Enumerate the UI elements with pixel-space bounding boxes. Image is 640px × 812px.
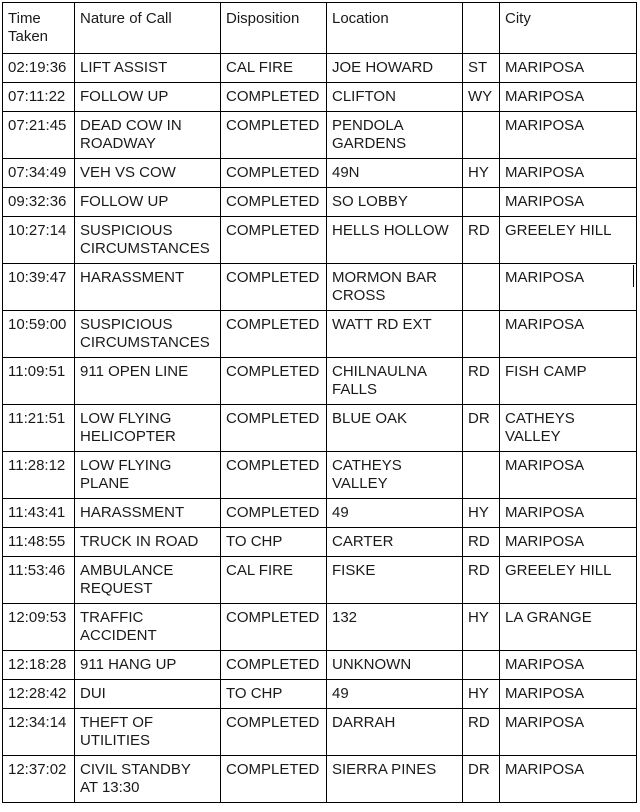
- header-street-suffix: [463, 3, 500, 54]
- cell-disposition: COMPLETED: [221, 217, 327, 264]
- table-row: [3, 528, 637, 557]
- header-time-taken: Time Taken: [3, 3, 75, 54]
- cell-location: HELLS HOLLOW: [327, 217, 463, 264]
- header-location: Location: [327, 3, 463, 54]
- cell-nature-of-call: TRAFFIC ACCIDENT: [75, 604, 221, 651]
- cell-city: GREELEY HILL: [500, 557, 637, 604]
- table-row: [3, 557, 637, 604]
- cell-street-suffix: DR: [463, 405, 500, 452]
- table-row: [3, 83, 637, 112]
- cell-nature-of-call: LOW FLYING PLANE: [75, 452, 221, 499]
- cell-street-suffix: RD: [463, 528, 500, 557]
- cell-street-suffix: HY: [463, 604, 500, 651]
- cell-disposition: COMPLETED: [221, 709, 327, 756]
- cell-nature-of-call: THEFT OF UTILITIES: [75, 709, 221, 756]
- cell-nature-of-call: DEAD COW IN ROADWAY: [75, 112, 221, 159]
- cell-nature-of-call: 911 OPEN LINE: [75, 358, 221, 405]
- cell-nature-of-call: VEH VS COW: [75, 159, 221, 188]
- cell-location: 49: [327, 499, 463, 528]
- cell-disposition: COMPLETED: [221, 358, 327, 405]
- cell-disposition: COMPLETED: [221, 756, 327, 803]
- table-header-row: [3, 3, 637, 54]
- cell-disposition: CAL FIRE: [221, 54, 327, 83]
- cell-time-taken: 10:27:14: [3, 217, 75, 264]
- cell-city: MARIPOSA: [500, 112, 637, 159]
- cell-location: SO LOBBY: [327, 188, 463, 217]
- cell-city: MARIPOSA: [500, 264, 637, 311]
- cell-time-taken: 09:32:36: [3, 188, 75, 217]
- cell-city: MARIPOSA: [500, 83, 637, 112]
- table-row: [3, 756, 637, 803]
- cell-disposition: COMPLETED: [221, 499, 327, 528]
- cell-nature-of-call: LOW FLYING HELICOPTER: [75, 405, 221, 452]
- cell-nature-of-call: HARASSMENT: [75, 264, 221, 311]
- cell-street-suffix: [463, 651, 500, 680]
- cell-disposition: COMPLETED: [221, 83, 327, 112]
- cell-location: 49N: [327, 159, 463, 188]
- cell-nature-of-call: HARASSMENT: [75, 499, 221, 528]
- cell-disposition: COMPLETED: [221, 188, 327, 217]
- cell-disposition: COMPLETED: [221, 604, 327, 651]
- cell-disposition: TO CHP: [221, 680, 327, 709]
- cell-location: MORMON BAR CROSS: [327, 264, 463, 311]
- cell-city: MARIPOSA: [500, 499, 637, 528]
- table-row: [3, 452, 637, 499]
- cell-city: MARIPOSA: [500, 311, 637, 358]
- cell-disposition: COMPLETED: [221, 264, 327, 311]
- cell-nature-of-call: SUSPICIOUS CIRCUMSTANCES: [75, 311, 221, 358]
- cell-nature-of-call: LIFT ASSIST: [75, 54, 221, 83]
- cell-city: MARIPOSA: [500, 680, 637, 709]
- cell-street-suffix: HY: [463, 499, 500, 528]
- cell-street-suffix: [463, 311, 500, 358]
- cell-city: MARIPOSA: [500, 159, 637, 188]
- cell-time-taken: 11:43:41: [3, 499, 75, 528]
- cell-location: DARRAH: [327, 709, 463, 756]
- cell-city: FISH CAMP: [500, 358, 637, 405]
- cell-street-suffix: RD: [463, 557, 500, 604]
- cell-disposition: COMPLETED: [221, 651, 327, 680]
- cell-time-taken: 11:53:46: [3, 557, 75, 604]
- cell-street-suffix: RD: [463, 217, 500, 264]
- cell-city: MARIPOSA: [500, 651, 637, 680]
- header-disposition: Disposition: [221, 3, 327, 54]
- cell-disposition: COMPLETED: [221, 311, 327, 358]
- cell-city: MARIPOSA: [500, 54, 637, 83]
- cell-nature-of-call: CIVIL STANDBY AT 13:30: [75, 756, 221, 803]
- cell-time-taken: 11:28:12: [3, 452, 75, 499]
- cell-location: FISKE: [327, 557, 463, 604]
- call-log-table: [2, 2, 637, 803]
- cell-time-taken: 12:28:42: [3, 680, 75, 709]
- cell-nature-of-call: TRUCK IN ROAD: [75, 528, 221, 557]
- cell-nature-of-call: 911 HANG UP: [75, 651, 221, 680]
- cell-time-taken: 02:19:36: [3, 54, 75, 83]
- cell-nature-of-call: AMBULANCE REQUEST: [75, 557, 221, 604]
- cell-location: WATT RD EXT: [327, 311, 463, 358]
- cell-street-suffix: RD: [463, 709, 500, 756]
- cell-time-taken: 10:39:47: [3, 264, 75, 311]
- cell-city: GREELEY HILL: [500, 217, 637, 264]
- cell-disposition: CAL FIRE: [221, 557, 327, 604]
- table-row: [3, 311, 637, 358]
- table-row: [3, 112, 637, 159]
- cell-time-taken: 07:34:49: [3, 159, 75, 188]
- cell-city: CATHEYS VALLEY: [500, 405, 637, 452]
- cell-time-taken: 07:21:45: [3, 112, 75, 159]
- table-row: [3, 217, 637, 264]
- table-row: [3, 188, 637, 217]
- cell-time-taken: 12:34:14: [3, 709, 75, 756]
- cell-street-suffix: WY: [463, 83, 500, 112]
- cell-location: BLUE OAK: [327, 405, 463, 452]
- cell-location: 49: [327, 680, 463, 709]
- cell-time-taken: 07:11:22: [3, 83, 75, 112]
- cell-location: CATHEYS VALLEY: [327, 452, 463, 499]
- table-row: [3, 54, 637, 83]
- table-row: [3, 604, 637, 651]
- cell-city: MARIPOSA: [500, 709, 637, 756]
- cell-location: 132: [327, 604, 463, 651]
- cell-location: PENDOLA GARDENS: [327, 112, 463, 159]
- cell-time-taken: 11:48:55: [3, 528, 75, 557]
- cell-nature-of-call: FOLLOW UP: [75, 83, 221, 112]
- cell-disposition: TO CHP: [221, 528, 327, 557]
- cell-nature-of-call: FOLLOW UP: [75, 188, 221, 217]
- cell-street-suffix: [463, 188, 500, 217]
- cell-location: SIERRA PINES: [327, 756, 463, 803]
- cell-disposition: COMPLETED: [221, 159, 327, 188]
- cell-time-taken: 10:59:00: [3, 311, 75, 358]
- cell-time-taken: 12:18:28: [3, 651, 75, 680]
- cell-location: UNKNOWN: [327, 651, 463, 680]
- page-edge-mark: [633, 265, 634, 287]
- cell-time-taken: 11:21:51: [3, 405, 75, 452]
- cell-location: JOE HOWARD: [327, 54, 463, 83]
- cell-street-suffix: RD: [463, 358, 500, 405]
- call-log-body: [3, 54, 637, 803]
- table-row: [3, 499, 637, 528]
- cell-city: MARIPOSA: [500, 452, 637, 499]
- cell-street-suffix: HY: [463, 159, 500, 188]
- cell-street-suffix: HY: [463, 680, 500, 709]
- cell-street-suffix: [463, 452, 500, 499]
- cell-nature-of-call: SUSPICIOUS CIRCUMSTANCES: [75, 217, 221, 264]
- table-row: [3, 358, 637, 405]
- cell-city: MARIPOSA: [500, 756, 637, 803]
- table-row: [3, 709, 637, 756]
- cell-time-taken: 12:37:02: [3, 756, 75, 803]
- cell-location: CARTER: [327, 528, 463, 557]
- table-row: [3, 159, 637, 188]
- cell-city: MARIPOSA: [500, 528, 637, 557]
- cell-street-suffix: DR: [463, 756, 500, 803]
- cell-street-suffix: ST: [463, 54, 500, 83]
- cell-disposition: COMPLETED: [221, 405, 327, 452]
- table-row: [3, 651, 637, 680]
- cell-time-taken: 12:09:53: [3, 604, 75, 651]
- cell-street-suffix: [463, 112, 500, 159]
- cell-nature-of-call: DUI: [75, 680, 221, 709]
- cell-city: LA GRANGE: [500, 604, 637, 651]
- cell-disposition: COMPLETED: [221, 112, 327, 159]
- cell-location: CLIFTON: [327, 83, 463, 112]
- cell-disposition: COMPLETED: [221, 452, 327, 499]
- table-row: [3, 680, 637, 709]
- cell-street-suffix: [463, 264, 500, 311]
- cell-city: MARIPOSA: [500, 188, 637, 217]
- cell-time-taken: 11:09:51: [3, 358, 75, 405]
- cell-location: CHILNAULNA FALLS: [327, 358, 463, 405]
- table-row: [3, 405, 637, 452]
- header-city: City: [500, 3, 637, 54]
- table-row: [3, 264, 637, 311]
- header-nature-of-call: Nature of Call: [75, 3, 221, 54]
